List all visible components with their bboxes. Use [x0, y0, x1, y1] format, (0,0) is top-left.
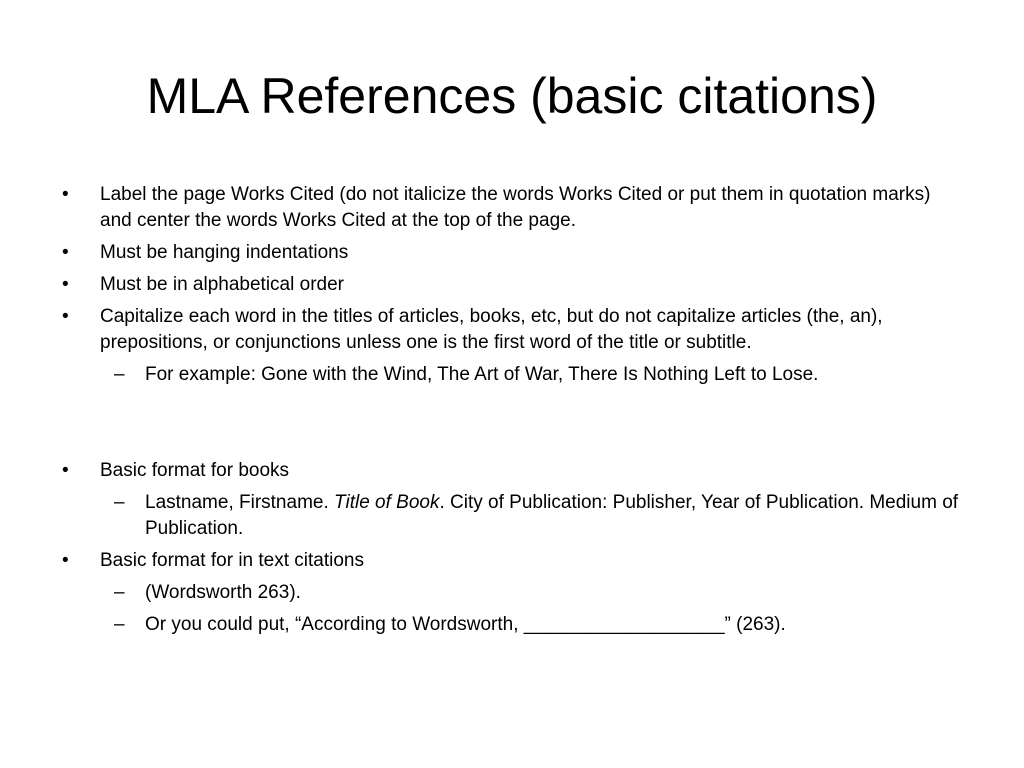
sub-bullet-item — [60, 612, 960, 638]
spacer — [60, 394, 960, 458]
bullet-item — [60, 272, 960, 298]
bullet-text: Basic format for in text citations — [100, 550, 364, 571]
bullet-item — [60, 182, 960, 234]
bullet-item — [60, 458, 960, 484]
bullet-text: Label the page Works Cited (do not italicize the words Works Cited or put them in quotation marks) and center the words Works Cited at the top of the page. — [100, 184, 931, 231]
bullet-marker: • — [62, 460, 69, 481]
bullet-marker: • — [62, 274, 69, 295]
bullet-item — [60, 548, 960, 574]
dash-marker: – — [114, 582, 125, 603]
sub-bullet-item — [60, 580, 960, 606]
bullet-text: Must be hanging indentations — [100, 242, 349, 263]
slide-title: MLA References (basic citations) — [146, 68, 878, 124]
bullet-marker: • — [62, 306, 69, 327]
bullet-item — [60, 304, 960, 356]
bullet-marker: • — [62, 184, 69, 205]
citation-publication: . City of Publication: Publisher, Year of Publication. Medium of Publication. — [145, 492, 959, 539]
bullet-text: Capitalize each word in the titles of articles, books, etc, but do not capitalize articles (the, an), prepositions, or conjunctions unless one is the first word of the title or subtitle. — [100, 306, 883, 353]
sub-bullet-item — [60, 490, 960, 542]
sub-bullet-text: For example: Gone with the Wind, The Art of War, There Is Nothing Left to Lose. — [145, 364, 819, 385]
sub-bullet-text — [145, 492, 958, 539]
bullet-marker: • — [62, 242, 69, 263]
dash-marker: – — [114, 614, 125, 635]
bullet-item — [60, 240, 960, 266]
citation-author: Lastname, Firstname. — [145, 492, 335, 513]
sub-bullet-text: Or you could put, “According to Wordsworth, ___________________” (263). — [145, 614, 786, 635]
bullet-marker: • — [62, 550, 69, 571]
bullet-text: Must be in alphabetical order — [100, 274, 344, 295]
citation-book-title: Title of Book — [334, 492, 440, 513]
bullet-text: Basic format for books — [100, 460, 290, 481]
sub-bullet-item — [60, 362, 960, 388]
sub-bullet-text: (Wordsworth 263). — [145, 582, 301, 603]
slide-content — [60, 182, 960, 644]
dash-marker: – — [114, 364, 125, 385]
dash-marker: – — [114, 492, 125, 513]
